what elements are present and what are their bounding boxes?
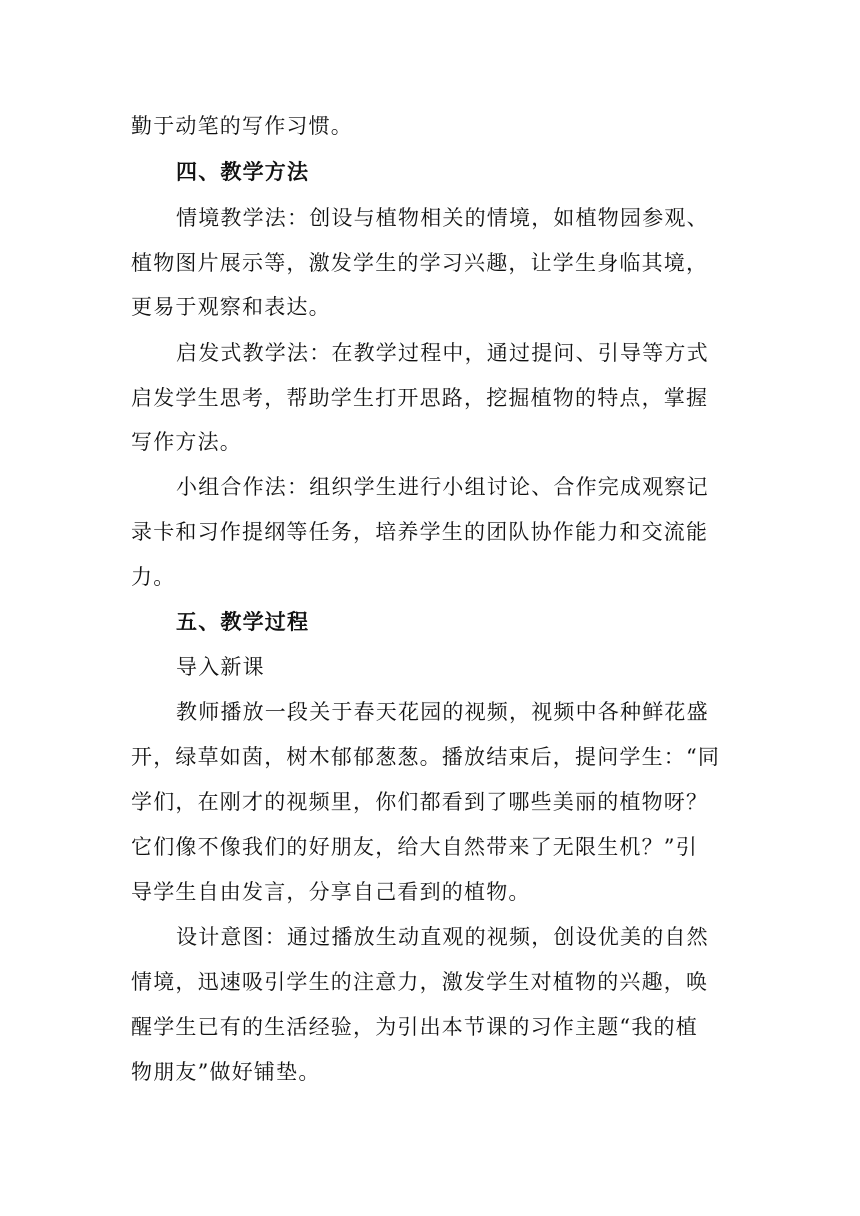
- intro-para-line3: 学们，在刚才的视频里，你们都看到了哪些美丽的植物呀？: [131, 790, 709, 814]
- intro-para-line2: 开，绿草如茵，树木郁郁葱葱。播放结束后，提问学生：“同: [131, 745, 721, 769]
- section-heading-teaching-methods: 四、教学方法: [176, 160, 310, 184]
- intro-para-line5: 导学生自由发言，分享自己看到的植物。: [131, 880, 531, 904]
- method1-line2: 植物图片展示等，激发学生的学习兴趣，让学生身临其境，: [131, 251, 709, 275]
- method2-line3: 写作方法。: [131, 430, 242, 454]
- section-heading-teaching-process: 五、教学过程: [176, 610, 310, 634]
- design-intent-line1: 设计意图：通过播放生动直观的视频，创设优美的自然: [176, 925, 709, 949]
- method3-line3: 力。: [131, 565, 176, 589]
- method2-line2: 启发学生思考，帮助学生打开思路，挖掘植物的特点，掌握: [131, 386, 709, 410]
- subheading-intro-lesson: 导入新课: [176, 655, 265, 679]
- design-intent-line3: 醒学生已有的生活经验，为引出本节课的习作主题“我的植: [131, 1015, 698, 1039]
- method1-line3: 更易于观察和表达。: [131, 295, 331, 319]
- method3-line2: 录卡和习作提纲等任务，培养学生的团队协作能力和交流能: [131, 520, 709, 544]
- paragraph-continuation-line: 勤于动笔的写作习惯。: [131, 114, 353, 138]
- method3-line1: 小组合作法：组织学生进行小组讨论、合作完成观察记: [176, 475, 709, 499]
- method2-line1: 启发式教学法：在教学过程中，通过提问、引导等方式: [176, 341, 709, 365]
- design-intent-line2: 情境，迅速吸引学生的注意力，激发学生对植物的兴趣，唤: [131, 970, 709, 994]
- intro-para-line1: 教师播放一段关于春天花园的视频，视频中各种鲜花盛: [176, 700, 709, 724]
- method1-line1: 情境教学法：创设与植物相关的情境，如植物园参观、: [176, 206, 709, 230]
- intro-para-line4: 它们像不像我们的好朋友，给大自然带来了无限生机？”引: [131, 835, 698, 859]
- design-intent-line4: 物朋友”做好铺垫。: [131, 1060, 321, 1084]
